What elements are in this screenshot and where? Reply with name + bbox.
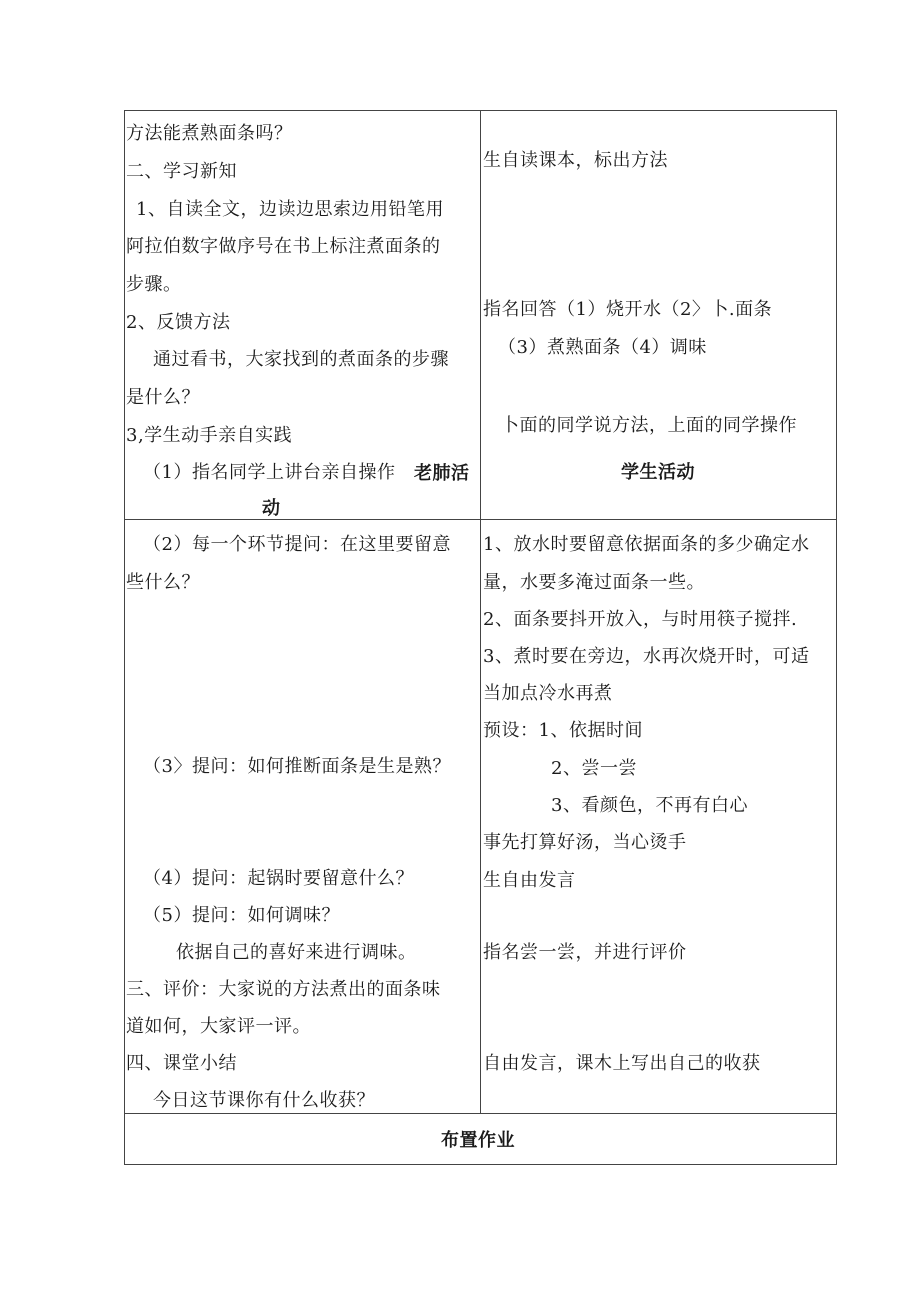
left-line: 依据自己的喜好来进行调味。 bbox=[176, 942, 417, 963]
right-line: 生自由发言 bbox=[483, 870, 576, 891]
right-line: （3）煮熟面条（4）调味 bbox=[498, 337, 707, 358]
left-line: （5）提问：如何调味？ bbox=[143, 905, 340, 926]
section-heading: 二、学习新知 bbox=[126, 161, 237, 182]
homework-heading: 布置作业 bbox=[441, 1130, 515, 1151]
left-line: （2）每一个环节提问：在这里要留意 bbox=[143, 534, 451, 555]
left-line: （3〉提问：如何推断面条是生是熟？ bbox=[143, 756, 451, 777]
left-line: 通过看书，大家找到的煮面条的步骤 bbox=[153, 349, 449, 370]
table-left-border bbox=[124, 110, 125, 1165]
right-line: 当加点冷水再煮 bbox=[483, 683, 613, 704]
right-line: 指名回答（1）烧开水（2〉卜.面条 bbox=[483, 299, 773, 320]
left-line: （1）指名同学上讲台亲自操作 bbox=[143, 462, 396, 483]
right-line: 卜面的同学说方法，上面的同学操作 bbox=[501, 415, 797, 436]
teacher-activity-label-cont: 动 bbox=[262, 498, 281, 519]
teacher-activity-label: 老肺活 bbox=[414, 463, 470, 484]
section-heading: 三、评价：大家说的方法煮出的面条味 bbox=[126, 979, 441, 1000]
right-line: 指名尝一尝，并进行评价 bbox=[483, 942, 687, 963]
left-line: （4）提问：起锅时要留意什么？ bbox=[143, 868, 414, 889]
right-line: 事先打算好汤，当心烫手 bbox=[483, 832, 687, 853]
left-line: 步骤。 bbox=[126, 274, 182, 295]
right-line: 1、放水时要留意依据面条的多少确定水 bbox=[483, 534, 810, 555]
right-line: 2、尝一尝 bbox=[551, 758, 637, 779]
table-bottom-border bbox=[124, 1164, 837, 1165]
right-line: 量，水要多淹过面条一些。 bbox=[483, 572, 705, 593]
column-divider bbox=[480, 110, 481, 1114]
section-heading: 四、课堂小结 bbox=[126, 1053, 237, 1074]
section-heading: 3,学生动手亲自实践 bbox=[126, 425, 293, 446]
table-right-border bbox=[836, 110, 837, 1165]
right-line: 3、看颜色，不再有白心 bbox=[551, 795, 748, 816]
left-line: 些什么？ bbox=[126, 572, 200, 593]
right-line: 预设：1、依据时间 bbox=[483, 720, 643, 741]
right-line: 自由发言，课木上写出自己的收获 bbox=[483, 1053, 761, 1074]
left-line: 阿拉伯数字做序号在书上标注煮面条的 bbox=[126, 236, 441, 257]
section-heading: 2、反馈方法 bbox=[126, 312, 231, 333]
left-line: 道如何，大家评一评。 bbox=[126, 1016, 311, 1037]
student-activity-label: 学生活动 bbox=[621, 462, 695, 483]
left-line: 今日这节课你有什么收获？ bbox=[153, 1090, 375, 1111]
left-line: 是什么？ bbox=[126, 387, 200, 408]
right-line: 生自读课本，标出方法 bbox=[483, 150, 668, 171]
right-line: 2、面条要抖开放入，与时用筷子搅拌. bbox=[483, 609, 798, 630]
left-line: 1、自读全文，边读边思索边用铅笔用 bbox=[136, 199, 444, 220]
left-line: 方法能煮熟面条吗？ bbox=[126, 123, 293, 144]
right-line: 3、煮时要在旁边，水再次烧开时，可适 bbox=[483, 646, 810, 667]
